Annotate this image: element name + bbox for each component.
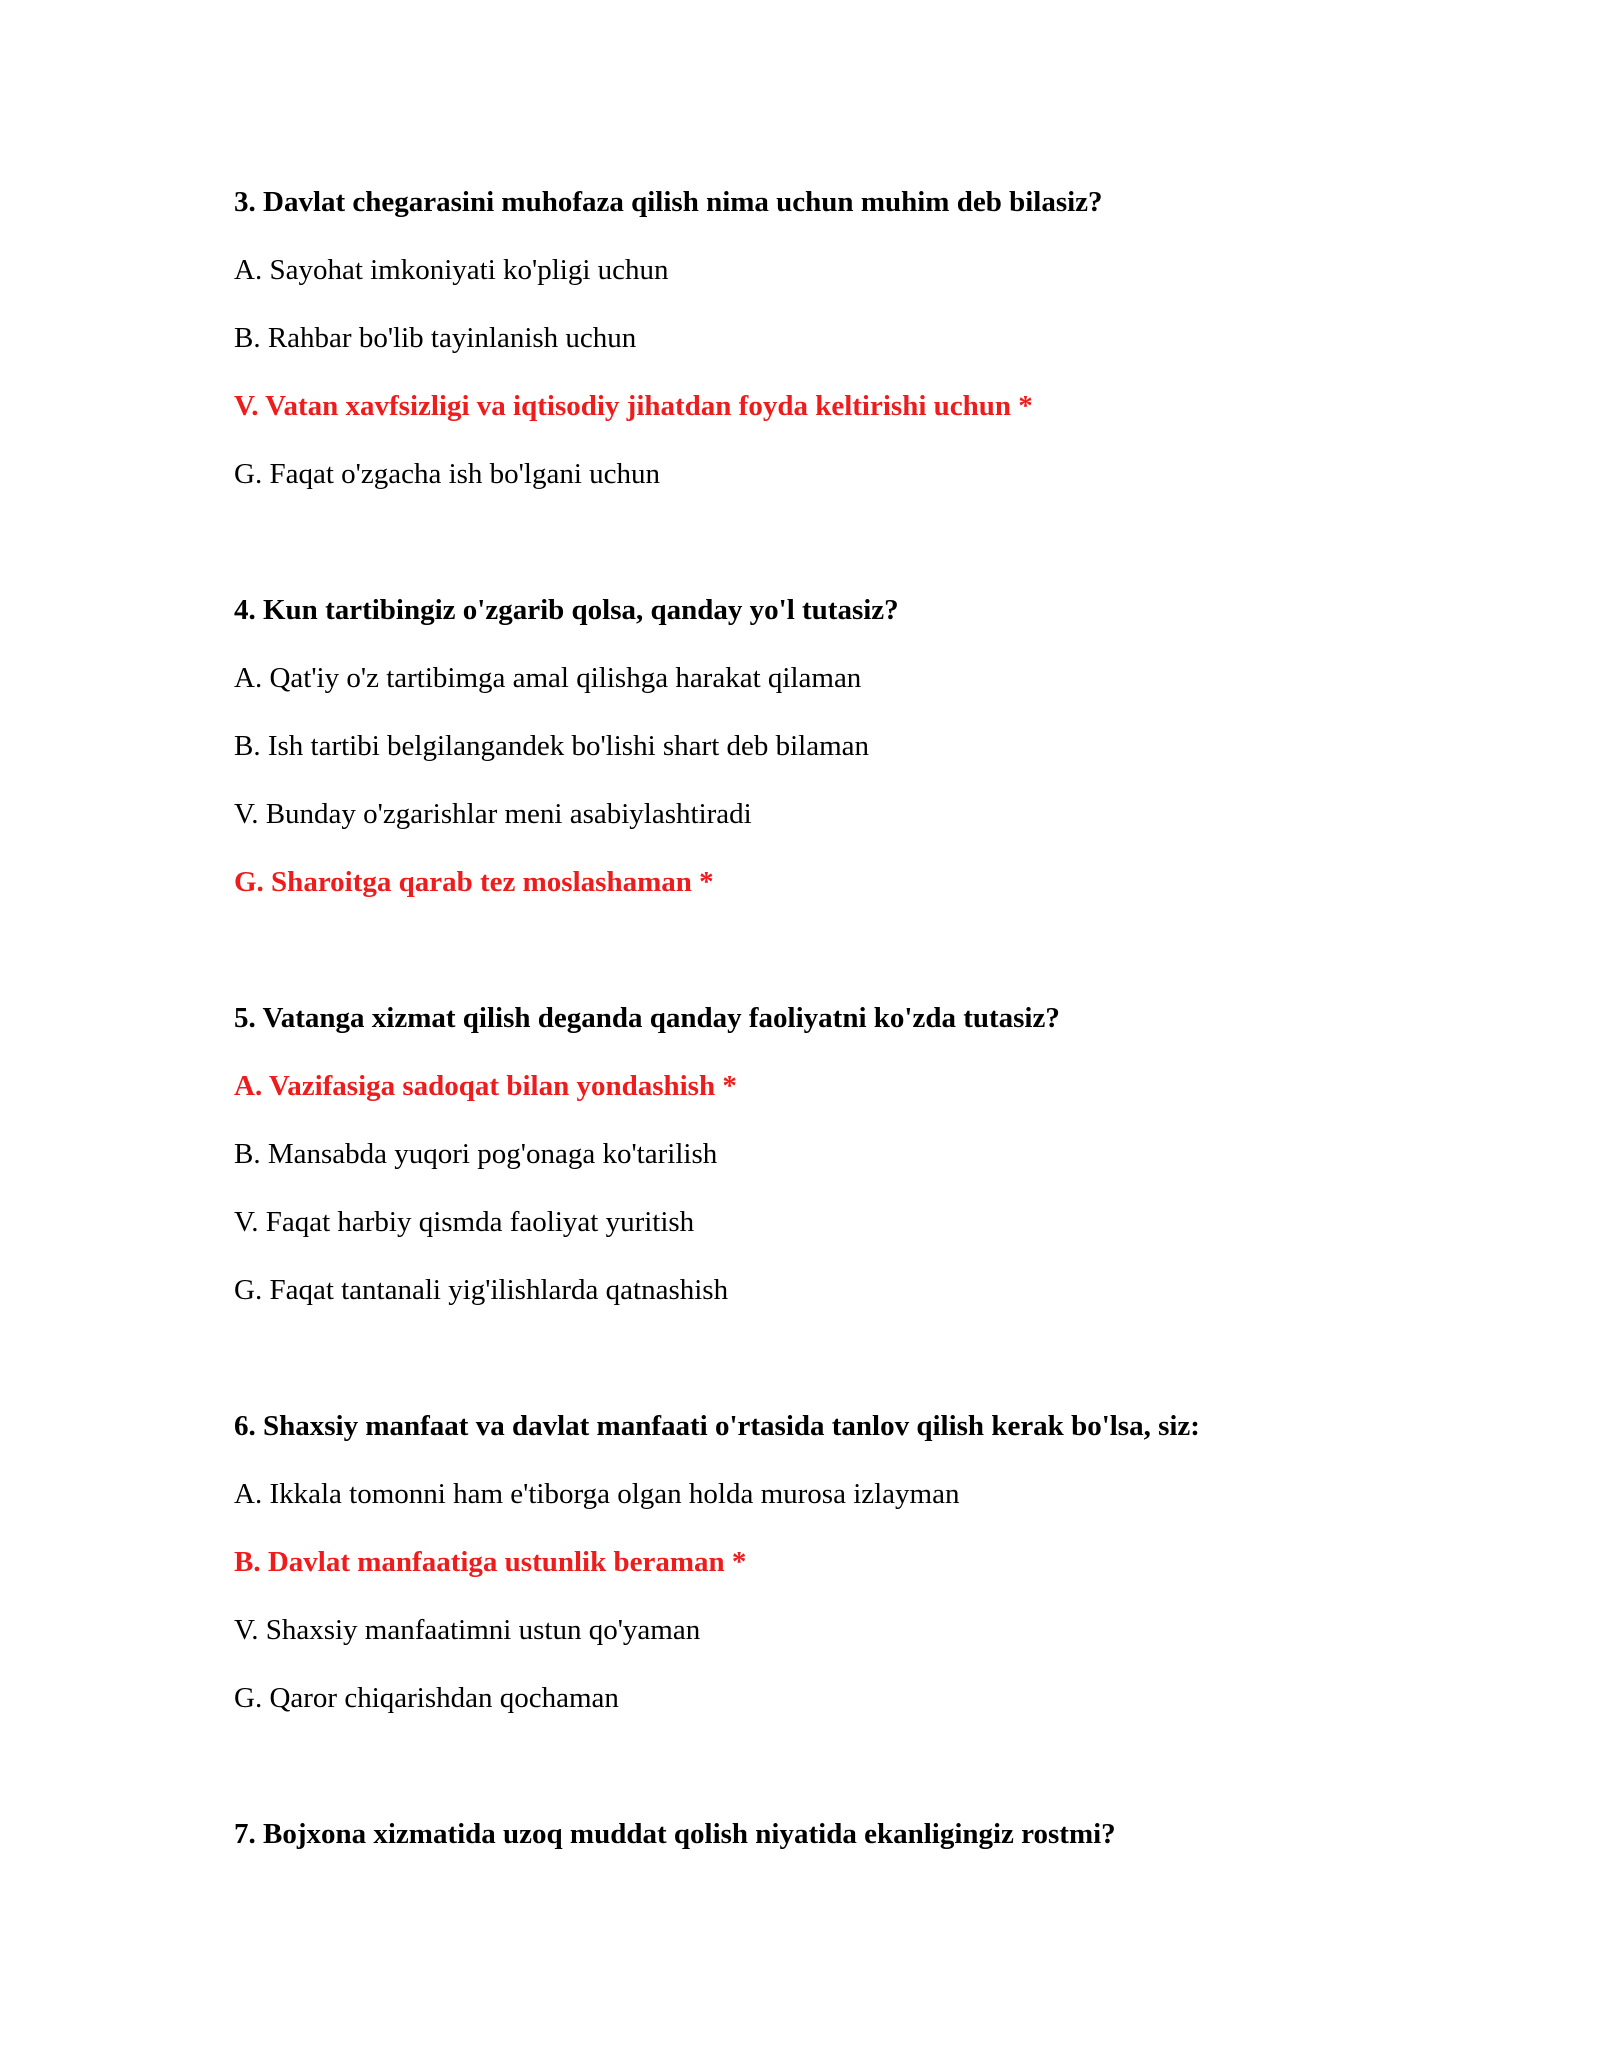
option-a: A. Sayohat imkoniyati ko'pligi uchun bbox=[234, 254, 669, 286]
question-block-4 bbox=[234, 590, 1434, 902]
question-block-5 bbox=[234, 998, 1434, 1310]
question-text: 5. Vatanga xizmat qilish deganda qanday faoliyatni ko'zda tutasiz? bbox=[234, 1002, 1060, 1034]
option-v-correct: V. Vatan xavfsizligi va iqtisodiy jihatdan foyda keltirishi uchun * bbox=[234, 390, 1033, 422]
option-b: B. Ish tartibi belgilangandek bo'lishi shart deb bilaman bbox=[234, 730, 870, 762]
option-v: V. Bunday o'zgarishlar meni asabiylashtiradi bbox=[234, 798, 752, 830]
option-v: V. Shaxsiy manfaatimni ustun qo'yaman bbox=[234, 1614, 701, 1646]
document-page bbox=[234, 182, 1434, 1882]
question-text: 7. Bojxona xizmatida uzoq muddat qolish niyatida ekanligingiz rostmi? bbox=[234, 1818, 1116, 1850]
option-g: G. Faqat o'zgacha ish bo'lgani uchun bbox=[234, 458, 661, 490]
question-block-3 bbox=[234, 182, 1434, 494]
option-a: A. Qat'iy o'z tartibimga amal qilishga harakat qilaman bbox=[234, 662, 862, 694]
spacer bbox=[234, 1338, 1434, 1406]
question-block-6 bbox=[234, 1406, 1434, 1718]
spacer bbox=[234, 1746, 1434, 1814]
option-g: G. Qaror chiqarishdan qochaman bbox=[234, 1682, 619, 1714]
option-a-correct: A. Vazifasiga sadoqat bilan yondashish * bbox=[234, 1070, 737, 1102]
question-block-7 bbox=[234, 1814, 1434, 1854]
option-g: G. Faqat tantanali yig'ilishlarda qatnashish bbox=[234, 1274, 729, 1306]
question-text: 4. Kun tartibingiz o'zgarib qolsa, qanday yo'l tutasiz? bbox=[234, 594, 899, 626]
option-b: B. Mansabda yuqori pog'onaga ko'tarilish bbox=[234, 1138, 718, 1170]
spacer bbox=[234, 930, 1434, 998]
option-v: V. Faqat harbiy qismda faoliyat yuritish bbox=[234, 1206, 695, 1238]
option-b: B. Rahbar bo'lib tayinlanish uchun bbox=[234, 322, 637, 354]
question-text: 3. Davlat chegarasini muhofaza qilish nima uchun muhim deb bilasiz? bbox=[234, 186, 1103, 218]
option-a: A. Ikkala tomonni ham e'tiborga olgan holda murosa izlayman bbox=[234, 1478, 960, 1510]
spacer bbox=[234, 522, 1434, 590]
question-text: 6. Shaxsiy manfaat va davlat manfaati o'rtasida tanlov qilish kerak bo'lsa, siz: bbox=[234, 1410, 1200, 1442]
option-g-correct: G. Sharoitga qarab tez moslashaman * bbox=[234, 866, 714, 898]
option-b-correct: B. Davlat manfaatiga ustunlik beraman * bbox=[234, 1546, 747, 1578]
